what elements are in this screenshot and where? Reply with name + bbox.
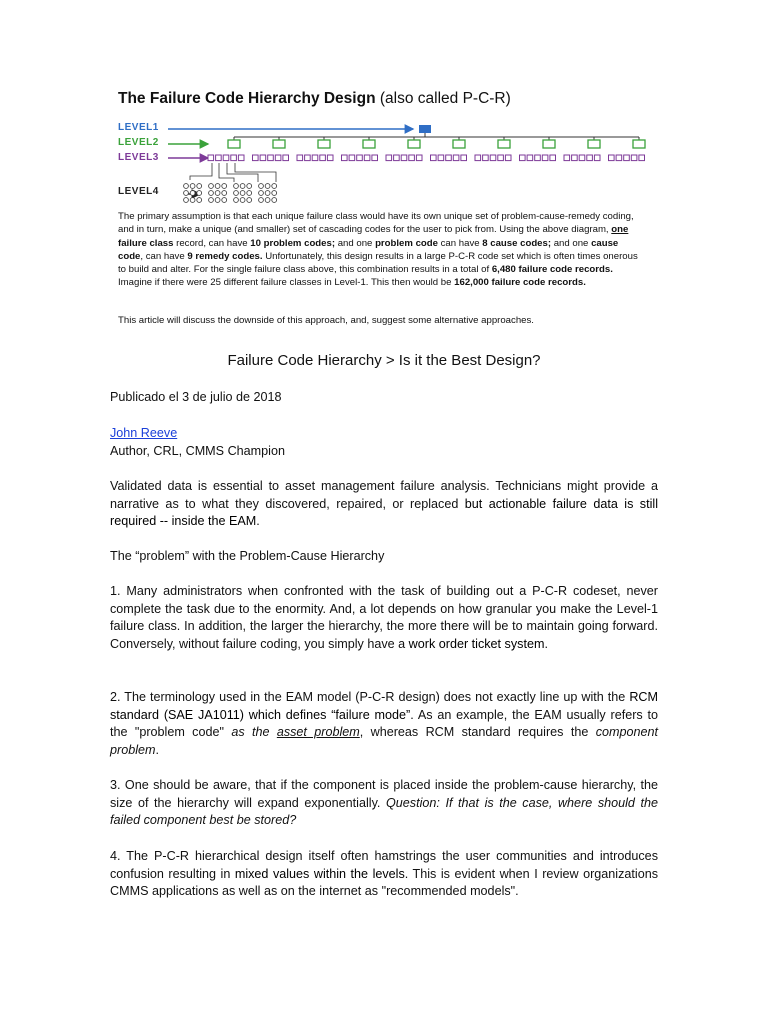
figure-description: The primary assumption is that each unique failure class would have its own unique set of problem-cause-remedy coding, and in turn, make a unique (and smaller) set of cascading codes for the user to pick from. Using the above diagram, one failure class record, can have 10 problem codes; and one problem code can have 8 cause codes; and one cause code, can have 9 remedy codes. Unfortunately, this design results in a large P-C-R code set which is often times onerous to build and alter. For the single failure class above, this combination results in a total of 6,480 failure code records. Imagine if there were 25 different failure classes in Level-1. This then would be 162,000 failure code records. bbox=[118, 211, 638, 289]
problem-code-node bbox=[543, 140, 555, 148]
cause-code-node bbox=[631, 155, 637, 161]
remedy-code-node bbox=[209, 184, 214, 189]
article-heading: Failure Code Hierarchy > Is it the Best Design? bbox=[227, 352, 541, 369]
hierarchy-diagram bbox=[108, 84, 656, 209]
cause-code-node bbox=[475, 155, 481, 161]
cause-code-node bbox=[216, 155, 222, 161]
cause-code-node bbox=[572, 155, 578, 161]
remedy-code-node bbox=[265, 184, 270, 189]
root-node bbox=[419, 125, 431, 133]
cause-code-node bbox=[535, 155, 541, 161]
cause-code-node bbox=[268, 155, 274, 161]
cause-code-node bbox=[461, 155, 467, 161]
cause-code-node bbox=[231, 155, 237, 161]
cause-code-node bbox=[357, 155, 363, 161]
cause-code-node bbox=[594, 155, 600, 161]
remedy-code-node bbox=[265, 198, 270, 203]
remedy-code-node bbox=[265, 191, 270, 196]
problem-code-node bbox=[588, 140, 600, 148]
cause-code-node bbox=[624, 155, 630, 161]
list-item-2: 2. The terminology used in the EAM model (P-C-R design) does not exactly line up with the RCM standard (SAE JA1011) which defines “failure mode”. As an example, the EAM usually refers to the "problem code" as the asset problem, whereas RCM standard requires the component problem. bbox=[110, 690, 659, 757]
problem-code-node bbox=[408, 140, 420, 148]
remedy-code-node bbox=[272, 191, 277, 196]
level1-label: LEVEL1 bbox=[118, 122, 159, 133]
cause-code-node bbox=[564, 155, 570, 161]
remedy-code-node bbox=[209, 198, 214, 203]
cause-code-node bbox=[609, 155, 615, 161]
cause-code-node bbox=[401, 155, 407, 161]
remedy-code-node bbox=[240, 191, 245, 196]
author-title: Author, CRL, CMMS Champion bbox=[110, 443, 285, 458]
cause-code-node bbox=[542, 155, 548, 161]
remedy-code-node bbox=[190, 191, 195, 196]
cause-code-node bbox=[342, 155, 348, 161]
remedy-code-node bbox=[209, 191, 214, 196]
cause-code-node bbox=[431, 155, 437, 161]
cause-code-node bbox=[490, 155, 496, 161]
hierarchy-figure bbox=[108, 84, 656, 334]
remedy-code-node bbox=[247, 184, 252, 189]
list-item-3: 3. One should be aware, that if the component is placed inside the problem-cause hierarchy, the size of the hierarchy will expand exponentially. Question: If that is the case, where should the failed component best be stored? bbox=[110, 778, 658, 828]
remedy-code-node bbox=[247, 198, 252, 203]
remedy-code-node bbox=[247, 191, 252, 196]
remedy-code-node bbox=[197, 198, 202, 203]
problem-code-node bbox=[363, 140, 375, 148]
cause-code-node bbox=[438, 155, 444, 161]
level4-bracket bbox=[190, 163, 212, 180]
remedy-code-node bbox=[197, 184, 202, 189]
remedy-code-node bbox=[190, 198, 195, 203]
remedy-code-node bbox=[240, 184, 245, 189]
problem-code-node bbox=[228, 140, 240, 148]
problem-code-node bbox=[318, 140, 330, 148]
problem-code-node bbox=[498, 140, 510, 148]
remedy-code-node bbox=[259, 198, 264, 203]
level3-label: LEVEL3 bbox=[118, 152, 159, 163]
problem-code-node bbox=[633, 140, 645, 148]
cause-code-node bbox=[616, 155, 622, 161]
cause-code-node bbox=[260, 155, 266, 161]
remedy-code-node bbox=[184, 184, 189, 189]
remedy-code-node bbox=[222, 184, 227, 189]
remedy-code-node bbox=[222, 198, 227, 203]
cause-code-node bbox=[394, 155, 400, 161]
cause-code-node bbox=[505, 155, 511, 161]
figure-title-rest: (also called P-C-R) bbox=[379, 90, 511, 107]
remedy-code-node bbox=[272, 198, 277, 203]
remedy-code-node bbox=[215, 184, 220, 189]
cause-code-node bbox=[453, 155, 459, 161]
remedy-code-node bbox=[259, 184, 264, 189]
level4-label: LEVEL4 bbox=[118, 186, 159, 197]
remedy-code-node bbox=[259, 191, 264, 196]
level2-label: LEVEL2 bbox=[118, 137, 159, 148]
cause-code-node bbox=[223, 155, 229, 161]
remedy-code-node bbox=[240, 198, 245, 203]
level4-bracket bbox=[235, 163, 276, 182]
remedy-code-node bbox=[215, 198, 220, 203]
figure-title-bold: The Failure Code Hierarchy Design bbox=[118, 90, 376, 107]
figure-article-note: This article will discuss the downside of this approach, and, suggest some alternative approaches. bbox=[118, 315, 534, 326]
cause-code-node bbox=[208, 155, 214, 161]
cause-code-node bbox=[446, 155, 452, 161]
cause-code-node bbox=[283, 155, 289, 161]
cause-code-node bbox=[579, 155, 585, 161]
remedy-code-node bbox=[234, 184, 239, 189]
remedy-code-node bbox=[222, 191, 227, 196]
cause-code-node bbox=[483, 155, 489, 161]
cause-code-node bbox=[349, 155, 355, 161]
cause-code-node bbox=[253, 155, 259, 161]
cause-code-node bbox=[550, 155, 556, 161]
cause-code-node bbox=[238, 155, 244, 161]
cause-code-node bbox=[416, 155, 422, 161]
cause-code-node bbox=[297, 155, 303, 161]
cause-code-node bbox=[527, 155, 533, 161]
cause-code-node bbox=[305, 155, 311, 161]
cause-code-node bbox=[312, 155, 318, 161]
cause-code-node bbox=[639, 155, 645, 161]
cause-code-node bbox=[327, 155, 333, 161]
author-block bbox=[110, 425, 658, 460]
cause-code-node bbox=[498, 155, 504, 161]
problem-code-node bbox=[453, 140, 465, 148]
cause-code-node bbox=[386, 155, 392, 161]
problem-code-node bbox=[273, 140, 285, 148]
cause-code-node bbox=[409, 155, 415, 161]
cause-code-node bbox=[587, 155, 593, 161]
remedy-code-node bbox=[234, 191, 239, 196]
cause-code-node bbox=[320, 155, 326, 161]
author-link[interactable]: John Reeve bbox=[110, 426, 178, 440]
list-item-1: 1. Many administrators when confronted with the task of building out a P-C-R codeset, never complete the task due to the enormity. And, a lot depends on how granular you make the Level-1 failure class. In addition, the larger the hierarchy, the more there will be to maintain going forward. Conversely, without failure coding, you simply have a work order ticket system. bbox=[110, 584, 658, 651]
remedy-code-node bbox=[197, 191, 202, 196]
cause-code-node bbox=[372, 155, 378, 161]
remedy-code-node bbox=[215, 191, 220, 196]
level4-bracket bbox=[219, 163, 234, 182]
remedy-code-node bbox=[184, 198, 189, 203]
remedy-code-node bbox=[272, 184, 277, 189]
remedy-code-node bbox=[184, 191, 189, 196]
published-date: Publicado el 3 de julio de 2018 bbox=[110, 390, 282, 404]
level4-bracket bbox=[227, 163, 258, 182]
cause-code-node bbox=[275, 155, 281, 161]
remedy-code-node bbox=[190, 184, 195, 189]
intro-paragraph: Validated data is essential to asset management failure analysis. Technicians might provide a narrative as to what they discovered, repaired, or replaced but actionable failure data is still required -- inside the EAM. bbox=[110, 479, 658, 529]
section-heading: The “problem” with the Problem-Cause Hierarchy bbox=[110, 549, 385, 563]
remedy-code-node bbox=[234, 198, 239, 203]
cause-code-node bbox=[364, 155, 370, 161]
list-item-4: 4. The P-C-R hierarchical design itself often hamstrings the user communities and introduces confusion resulting in mixed values within the levels. This is evident when I review organizations CMMS applications as well as on the internet as "recommended models". bbox=[110, 849, 659, 899]
cause-code-node bbox=[520, 155, 526, 161]
